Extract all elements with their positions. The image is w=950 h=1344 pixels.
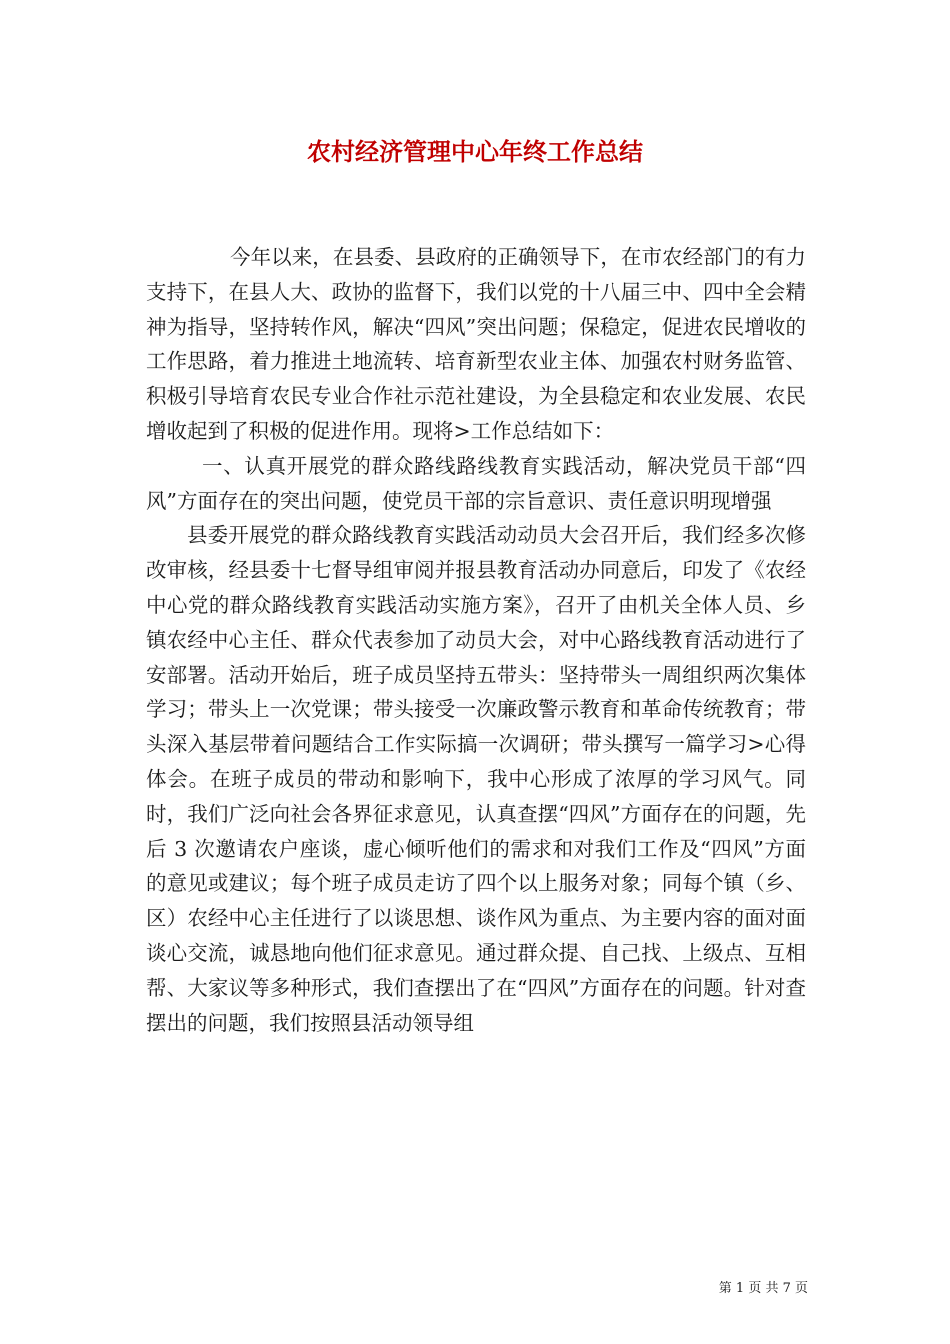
- page-number: 第 1 页 共 7 页: [718, 1281, 808, 1296]
- document-title: 农村经济管理中心年终工作总结: [307, 137, 643, 166]
- body-paragraph: 县委开展党的群众路线教育实践活动动员大会召开后，我们经多次修改审核，经县委十七督导组审阅并报县教育活动办同意后，印发了《农经中心党的群众路线教育实践活动实施方案》，召开了由机关全体人员、乡镇农经中心主任、群众代表参加了动员大会，对中心路线教育活动进行了安部署。活动开始后，班子成员坚持五带头：坚持带头一周组织两次集体学习；带头上一次党课；带头接受一次廉政警示教育和革命传统教育；带头深入基层带着问题结合工作实际搞一次调研；带头撰写一篇学习>心得体会。在班子成员的带动和影响下，我中心形成了浓厚的学习风气。同时，我们广泛向社会各界征求意见，认真查摆“四风”方面存在的问题，先后 3 次邀请农户座谈，虚心倾听他们的需求和对我们工作及“四风”方面的意见或建议；每个班子成员走访了四个以上服务对象；同每个镇（乡、区）农经中心主任进行了以谈思想、谈作风为重点、为主要内容的面对面谈心交流，诚恳地向他们征求意见。通过群众提、自己找、上级点、互相帮、大家议等多种形式，我们查摆出了在“四风”方面存在的问题。针对查摆出的问题，我们按照县活动领导组: [146, 523, 806, 1035]
- intro-paragraph: 今年以来，在县委、县政府的正确领导下，在市农经部门的有力支持下，在县人大、政协的监督下，我们以党的十八届三中、四中全会精神为指导，坚持转作风，解决“四风”突出问题；保稳定，促进农民增收的工作思路，着力推进土地流转、培育新型农业主体、加强农村财务监管、积极引导培育农民专业合作社示范社建设，为全县稳定和农业发展、农民增收起到了积极的促进作用。现将>工作总结如下：: [146, 245, 806, 443]
- document-body: [146, 240, 806, 1040]
- section-heading-1: 一、认真开展党的群众路线路线教育实践活动，解决党员干部“四风”方面存在的突出问题，使党员干部的宗旨意识、责任意识明现增强: [146, 453, 806, 513]
